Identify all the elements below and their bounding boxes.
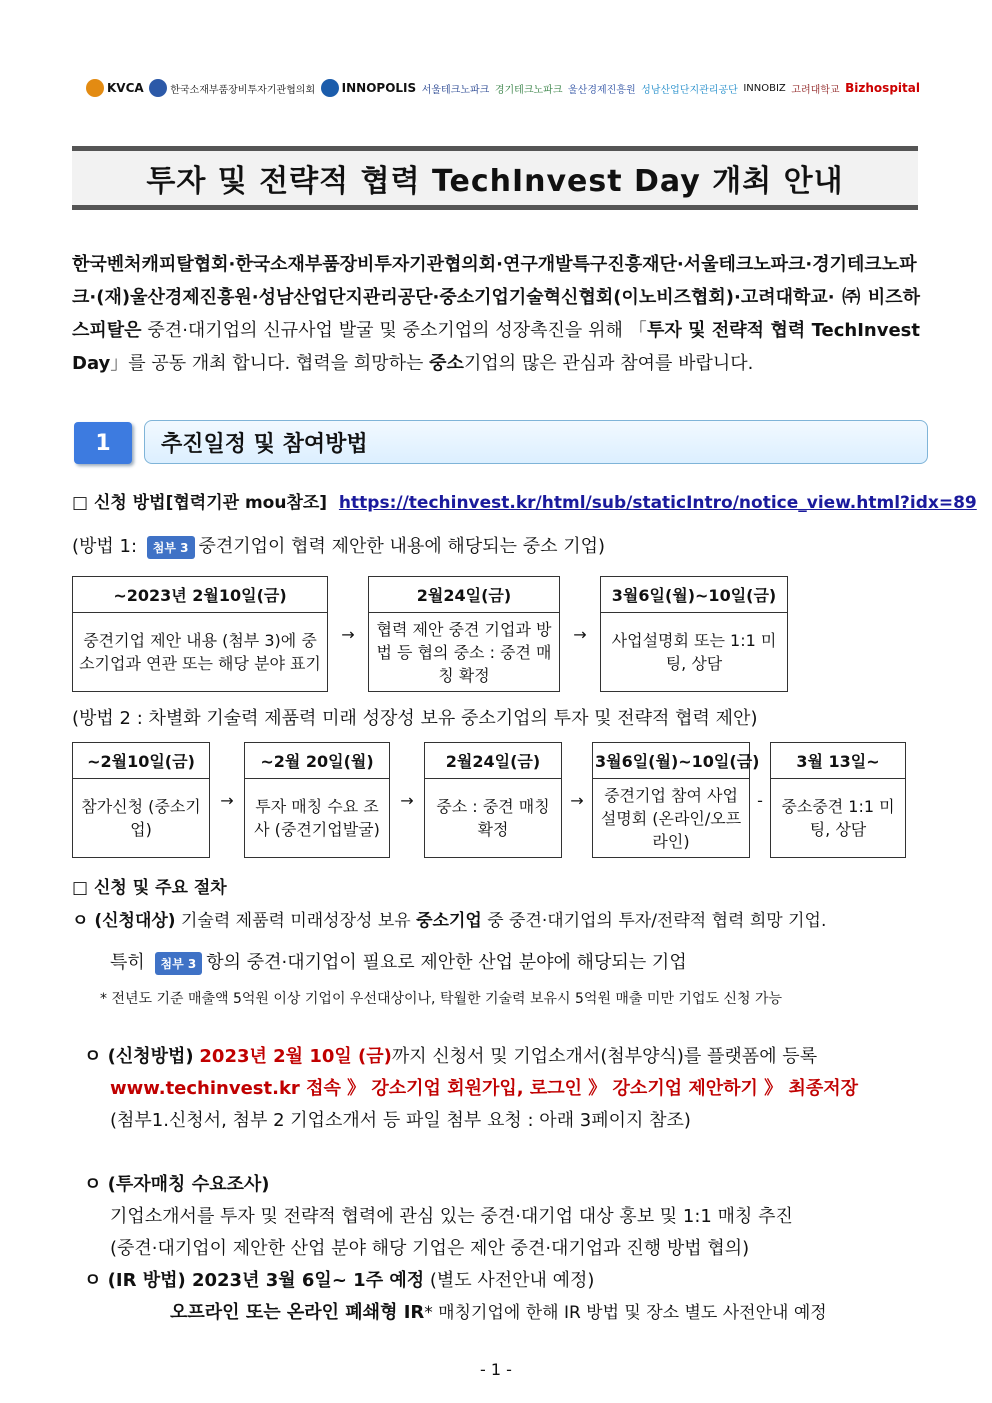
ir-method-line: ㅇ (IR 방법) 2023년 3월 6일~ 1주 예정 (별도 사전안내 예정) bbox=[84, 1270, 595, 1291]
flow-step: 3월 13일~ 중소중견 1:1 미팅, 상담 bbox=[770, 742, 906, 858]
section-header bbox=[74, 420, 928, 466]
partner-logos bbox=[86, 70, 920, 106]
arrow-icon: → bbox=[400, 790, 414, 810]
platform-steps: www.techinvest.kr 접속 》 강소기업 회원가입, 로그인 》 강소기업 제안하기 》 최종저장 bbox=[110, 1078, 859, 1099]
intro-paragraph: 한국벤처캐피탈협회·한국소재부품장비투자기관협의회·연구개발특구진흥재단·서울테크노파크·경기테크노파크·(재)울산경제진흥원·성남산업단지관리공단·중소기업기술혁신협회(이노비즈협회)·고려대학교·㈜비즈하스피탈은 중견·대기업의 신규사업 발굴 및 중소기업의 성장촉진을 위해 「투자 및 전략적 협력 TechInvest Day」를 공동 개최 합니다. 협력을 희망하는 중소기업의 많은 관심과 참여를 바랍니다. bbox=[72, 254, 920, 374]
flow-step: 3월6일(월)~10일(금) 사업설명회 또는 1:1 미팅, 상담 bbox=[600, 576, 788, 692]
logo-kitia: 한국소재부품장비투자기관협의회 bbox=[149, 79, 315, 97]
flow-step: 3월6일(월)~10일(금) 중견기업 참여 사업설명회 (온라인/오프라인) bbox=[592, 742, 750, 858]
target-line: ㅇ (신청대상) 기술력 제품력 미래성장성 보유 중소기업 중 중견·대기업의 투자/전략적 협력 희망 기업. bbox=[72, 911, 827, 931]
flow-step: ~2월 20일(월) 투자 매칭 수요 조사 (중견기업발굴) bbox=[244, 742, 390, 858]
logo-gyeonggi-tp: 경기테크노파크 bbox=[494, 84, 563, 96]
logo-innobiz: INNOBIZ bbox=[743, 82, 786, 94]
special-line: 특히 첨부 3 항의 중견·대기업이 필요로 제안한 산업 분야에 해당되는 기업 bbox=[110, 952, 687, 973]
method1-line: (방법 1: 첨부 3 중견기업이 협력 제안한 내용에 해당되는 중소 기업) bbox=[72, 536, 605, 557]
flow-step: 2월24일(금) 중소 : 중견 매칭 확정 bbox=[424, 742, 562, 858]
logo-korea-univ: 고려대학교 bbox=[791, 84, 840, 96]
logo-kvca: KVCA bbox=[86, 79, 144, 97]
logo-ulsan: 울산경제진흥원 bbox=[568, 84, 636, 96]
attachment-note: (첨부1.신청서, 첨부 2 기업소개서 등 파일 첨부 요청 : 아래 3페이지 참조) bbox=[110, 1110, 691, 1131]
procedure-heading: □ 신청 및 주요 절차 bbox=[72, 878, 227, 898]
arrow-icon: - bbox=[757, 790, 763, 810]
method2-line: (방법 2 : 차별화 기술력 제품력 미래 성장성 보유 중소기업의 투자 및 전략적 협력 제안) bbox=[72, 708, 758, 729]
method2-flow bbox=[72, 742, 906, 858]
method1-flow bbox=[72, 576, 788, 692]
apply-method-item: ㅇ (신청방법) 2023년 2월 10일 (금)까지 신청서 및 기업소개서(첨부양식)를 플랫폼에 등록 bbox=[84, 1046, 818, 1067]
demand-heading: ㅇ (투자매칭 수요조사) bbox=[84, 1174, 270, 1195]
title-box bbox=[72, 146, 918, 210]
ir-detail-line: 오프라인 또는 온라인 폐쇄형 IR* 매칭기업에 한해 IR 방법 및 장소 별도 사전안내 예정 bbox=[170, 1302, 827, 1323]
flow-step: 2월24일(금) 협력 제안 중견 기업과 방법 등 협의 중소 : 중견 매칭 확정 bbox=[368, 576, 560, 692]
flow-step: ~2월10일(금) 참가신청 (중소기업) bbox=[72, 742, 210, 858]
section-number: 1 bbox=[74, 422, 132, 464]
flow-step: ~2023년 2월10일(금) 중견기업 제안 내용 (첨부 3)에 중소기업과 연관 또는 해당 분야 표기 bbox=[72, 576, 328, 692]
logo-seoul-tp: 서울테크노파크 bbox=[421, 84, 490, 96]
arrow-icon: → bbox=[573, 624, 587, 644]
arrow-icon: → bbox=[570, 790, 584, 810]
demand-line1: 기업소개서를 투자 및 전략적 협력에 관심 있는 중견·대기업 대상 홍보 및 1:1 매칭 추진 bbox=[110, 1206, 793, 1227]
eligibility-note: * 전년도 기준 매출액 5억원 이상 기업이 우선대상이나, 탁월한 기술력 보유시 5억원 매출 미만 기업도 신청 가능 bbox=[100, 991, 782, 1007]
demand-line2: (중견·대기업이 제안한 산업 분야 해당 기업은 제안 중견·대기업과 진행 방법 협의) bbox=[110, 1238, 750, 1259]
page-number: - 1 - bbox=[480, 1360, 512, 1379]
arrow-icon: → bbox=[220, 790, 234, 810]
page-title: 투자 및 전략적 협력 TechInvest Day 개최 안내 bbox=[146, 164, 844, 199]
notice-link[interactable]: https://techinvest.kr/html/sub/staticIntro/notice_view.html?idx=89 bbox=[338, 493, 977, 513]
attachment-badge: 첨부 3 bbox=[147, 536, 195, 559]
logo-innopolis: INNOPOLIS bbox=[321, 79, 417, 97]
arrow-icon: → bbox=[341, 624, 355, 644]
logo-bizhospital: Bizhospital bbox=[845, 81, 920, 95]
apply-method-line: □ 신청 방법[협력기관 mou참조] https://techinvest.kr/html/sub/staticIntro/notice_view.html?idx=89 bbox=[72, 493, 977, 513]
attachment-badge: 첨부 3 bbox=[155, 952, 203, 975]
logo-seongnam: 성남산업단지관리공단 bbox=[641, 84, 738, 96]
section-title: 추진일정 및 참여방법 bbox=[144, 420, 928, 464]
